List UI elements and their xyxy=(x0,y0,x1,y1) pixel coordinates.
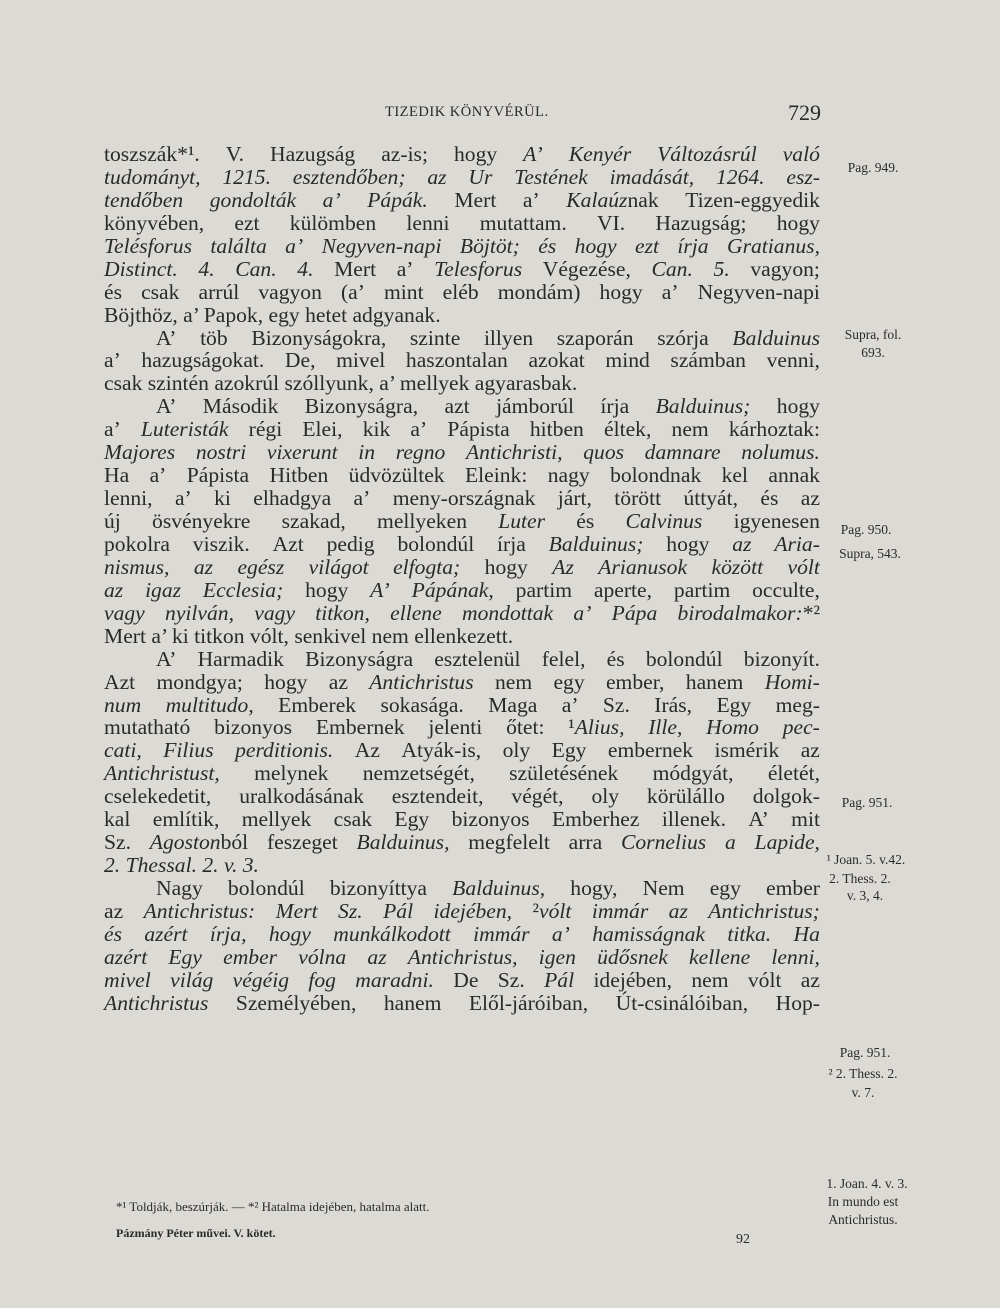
margin-note: 693. xyxy=(861,345,885,360)
source-line: Pázmány Péter művei. V. kötet. xyxy=(116,1226,276,1240)
text-line: tendőben gondolták a’ Pápák. Mert a’ Kalaúznak Tizen-eggyedik xyxy=(104,187,820,212)
text-line: Mert a’ ki titkon vólt, senkivel nem ellenkezett. xyxy=(104,623,514,648)
text-line: vagy nyilván, vagy titkon, ellene mondottak a’ Pápa birodalmakor:*² xyxy=(104,600,820,625)
text-line: num multitudo, Emberek sokasága. Maga a’ Sz. Irás, Egy meg- xyxy=(104,692,820,717)
margin-note: v. 7. xyxy=(851,1085,875,1100)
text-line: kal említik, mellyek csak Egy bizonyos Emberhez illenek. A’ mit xyxy=(104,807,820,832)
text-line: azért Egy ember vólna az Antichristus, igen üdősnek kellene lenni, xyxy=(104,944,820,969)
text-line: nismus, az egész világot elfogta; hogy Az Arianusok között vólt xyxy=(104,554,820,579)
text-line: Azt mondgya; hogy az Antichristus nem egy ember, hanem Homi- xyxy=(104,669,820,694)
running-head: TIZEDIK KÖNYVÉRÜL. xyxy=(385,104,549,120)
text-line: az Antichristus: Mert Sz. Pál idejében, ²vólt immár az Antichristus; xyxy=(104,898,820,923)
margin-note: Supra, fol. xyxy=(844,327,902,342)
signature-mark: 92 xyxy=(736,1232,750,1247)
margin-note: 1. Joan. 4. v. 3. xyxy=(826,1176,908,1191)
text-line: az igaz Ecclesia; hogy A’ Pápának, partim aperte, partim occulte, xyxy=(104,577,820,602)
text-line: cati, Filius perditionis. Az Atyák-is, oly Egy embernek ismérik az xyxy=(104,738,820,763)
margin-note: Pag. 949. xyxy=(847,160,899,175)
footnote: *¹ Toldják, beszúrják. — *² Hatalma idejében, hatalma alatt. xyxy=(116,1199,430,1214)
text-line: a’ hazugságokat. De, mivel haszontalan azokat mind számban venni, xyxy=(104,348,820,373)
text-line: Antichristust, melynek nemzetségét, születésének módgyát, életét, xyxy=(104,761,820,786)
margin-note: In mundo est xyxy=(827,1194,899,1209)
margin-note: Supra, 543. xyxy=(839,546,901,561)
body-text xyxy=(104,143,820,1015)
margin-note: Pag. 951. xyxy=(841,795,893,810)
margin-note: ¹ Joan. 5. v.42. xyxy=(826,852,906,867)
text-line: Distinct. 4. Can. 4. Mert a’ Telesforus Végezése, Can. 5. vagyon; xyxy=(104,256,820,281)
text-line: toszszák*¹. V. Hazugság az-is; hogy A’ Kenyér Változásrúl való xyxy=(104,142,820,166)
text-line: és csak arrúl vagyon (a’ mint eléb mondám) hogy a’ Negyven-napi xyxy=(104,279,820,304)
text-line: mutatható bizonyos Embernek jelenti őtet: ¹Alius, Ille, Homo pec- xyxy=(104,715,820,740)
text-line: 2. Thessal. 2. v. 3. xyxy=(104,853,259,878)
text-line: a’ Luteristák régi Elei, kik a’ Pápista hitben éltek, nem kárhoztak: xyxy=(104,417,820,442)
text-line: Böjthöz, a’ Papok, egy hetet adgyanak. xyxy=(104,302,441,327)
text-line: Majores nostri vixerunt in regno Antichristi, quos damnare nolumus. xyxy=(104,440,820,465)
text-line: és azért írja, hogy munkálkodott immár a’ hamisságnak titka. Ha xyxy=(104,921,820,946)
text-line: A’ Harmadik Bizonyságra esztelenül felel, és bolondúl bizonyít. xyxy=(156,646,820,671)
margin-note: Pag. 951. xyxy=(839,1045,891,1060)
margin-note: Pag. 950. xyxy=(840,522,892,537)
text-line: Nagy bolondúl bizonyíttya Balduinus, hogy, Nem egy ember xyxy=(156,876,820,900)
text-line: tudományt, 1215. esztendőben; az Ur Testének imadását, 1264. esz- xyxy=(104,164,820,189)
text-line: mivel világ végéig fog maradni. De Sz. Pál idejében, nem vólt az xyxy=(104,967,820,992)
text-line: A’ töb Bizonyságokra, szinte illyen szaporán szórja Balduinus xyxy=(156,325,820,350)
text-line: Telésforus találta a’ Negyven-napi Böjtöt; és hogy ezt írja Gratianus, xyxy=(104,233,820,258)
margin-note: v. 3, 4. xyxy=(846,888,884,903)
margin-note: 2. Thess. 2. xyxy=(829,871,891,886)
text-line: pokolra viszik. Azt pedig bolondúl írja Balduinus; hogy az Aria- xyxy=(104,531,820,556)
margin-note: ² 2. Thess. 2. xyxy=(828,1066,898,1081)
page-number: 729 xyxy=(788,100,821,125)
margin-note: Antichristus. xyxy=(828,1212,898,1227)
text-line: A’ Második Bizonyságra, azt jámborúl írja Balduinus; hogy xyxy=(156,394,820,419)
text-line: Ha a’ Pápista Hitben üdvözültek Eleink: nagy bolondnak kel annak xyxy=(104,463,820,488)
text-line: könyvében, ezt külömben lenni mutattam. VI. Hazugság; hogy xyxy=(104,210,820,235)
text-line: lenni, a’ ki elhadgya a’ meny-országnak járt, törött úttyát, és az xyxy=(104,486,820,511)
text-line: Sz. Agostonból feszeget Balduinus, megfelelt arra Cornelius a Lapide, xyxy=(104,830,820,855)
text-line: Antichristus Személyében, hanem Elől-járóiban, Út-csinálóiban, Hop- xyxy=(104,990,820,1015)
text-line: cselekedetit, uralkodásának esztendeit, végét, oly körülállo dolgok- xyxy=(104,784,820,809)
text-line: új ösvényekre szakad, mellyeken Luter és Calvinus igyenesen xyxy=(104,509,820,533)
text-line: csak szintén azokrúl szóllyunk, a’ mellyek agyarasbak. xyxy=(104,371,578,396)
